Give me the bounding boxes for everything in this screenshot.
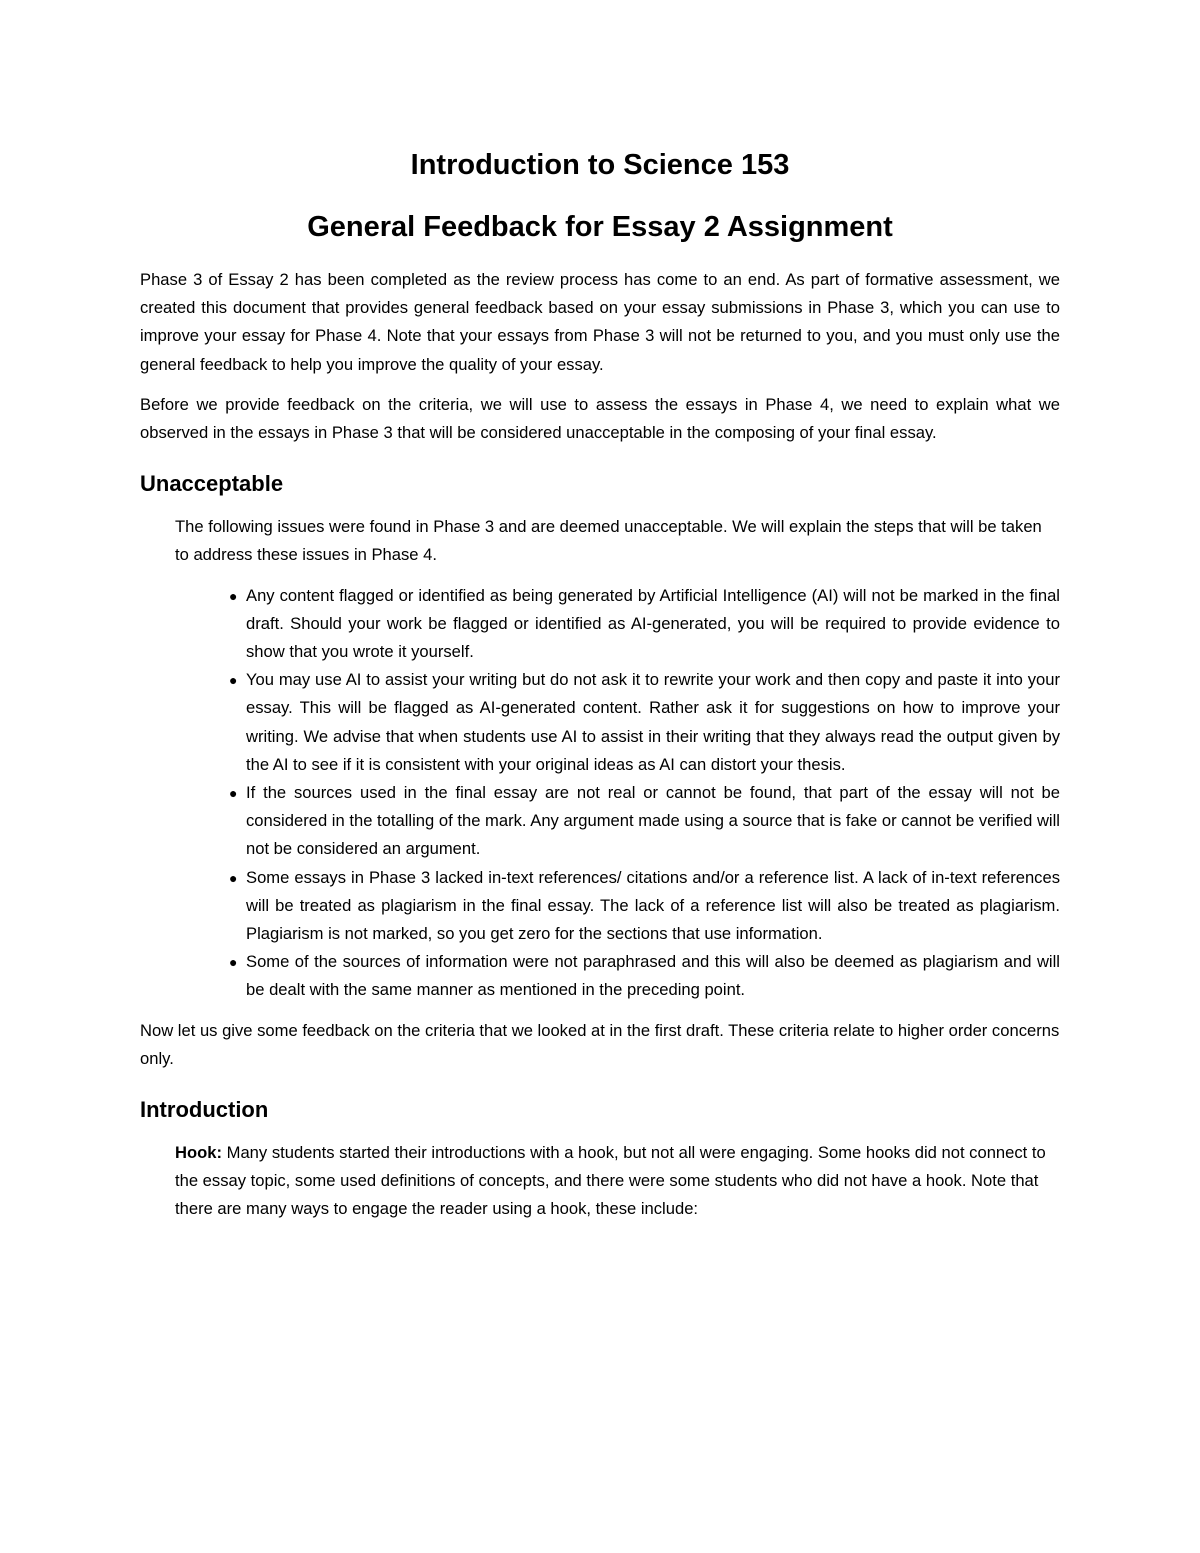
intro-paragraph: Phase 3 of Essay 2 has been completed as the review process has come to an end. As part of formative assessment, we created this document that provides general feedback based on your essay submissions in Phase 3, which you can use to improve your essay for Phase 4. Note that your essays from Phase 3 will not be returned to you, and you must only use the general feedback to help you improve the quality of your essay.: [140, 270, 1060, 374]
hook-label: Hook:: [175, 1143, 223, 1163]
document-title: Introduction to Science 153: [410, 149, 790, 181]
list-item: ● Any content flagged or identified as being generated by Artificial Intelligence (AI) will not be marked in the final draft. Should your work be flagged or identified as AI-generated, you will be required to provide evidence to show that you wrote it yourself.: [246, 582, 1060, 667]
bullet-icon: ●: [229, 954, 238, 971]
hook-text: Many students started their introductions with a hook, but not all were engaging. Some hooks did not connect to the essay topic, some used definitions of concepts, and there were some students who did not have a hook. Note that there are many ways to engage the reader using a hook, these include:: [175, 1143, 1046, 1219]
list-item: ● If the sources used in the final essay are not real or cannot be found, that part of the essay will not be considered in the totalling of the mark. Any argument made using a source that is fake or cannot be verified will not be considered an argument.: [246, 779, 1060, 864]
bullet-icon: ●: [229, 785, 238, 802]
bullet-icon: ●: [229, 672, 238, 689]
section-heading-unacceptable: Unacceptable: [140, 471, 284, 497]
bullet-icon: ●: [229, 869, 238, 886]
criteria-transition: Now let us give some feedback on the criteria that we looked at in the first draft. These criteria relate to higher order concerns only.: [140, 1020, 1060, 1068]
document-subtitle: General Feedback for Essay 2 Assignment: [307, 211, 893, 243]
document-page: [140, 140, 1060, 1236]
list-item: ● You may use AI to assist your writing but do not ask it to rewrite your work and then copy and paste it into your essay. This will be flagged as AI-generated content. Rather ask it for suggestions on how to improve your writing. We advise that when students use AI to assist in their writing that they always read the output given by the AI to see if it is consistent with your original ideas as AI can distort your thesis.: [246, 666, 1060, 779]
unacceptable-list: [140, 582, 1060, 1005]
list-item: ● Some essays in Phase 3 lacked in-text references/ citations and/or a reference list. A lack of in-text references will be treated as plagiarism in the final essay. The lack of a reference list will also be treated as plagiarism. Plagiarism is not marked, so you get zero for the sections that use information.: [246, 864, 1060, 949]
list-item: ● Some of the sources of information were not paraphrased and this will also be deemed as plagiarism and will be dealt with the same manner as mentioned in the preceding point.: [246, 948, 1060, 1004]
intro-paragraph: Before we provide feedback on the criteria, we will use to assess the essays in Phase 4, we need to explain what we observed in the essays in Phase 3 that will be considered unacceptable in the composing of your final essay.: [140, 394, 1060, 443]
section-heading-introduction: Introduction: [140, 1097, 269, 1123]
hook-paragraph: [175, 1139, 1060, 1224]
unacceptable-lead: The following issues were found in Phase 3 and are deemed unacceptable. We will explain the steps that will be taken to address these issues in Phase 4.: [175, 517, 1042, 565]
bullet-icon: ●: [229, 587, 238, 604]
